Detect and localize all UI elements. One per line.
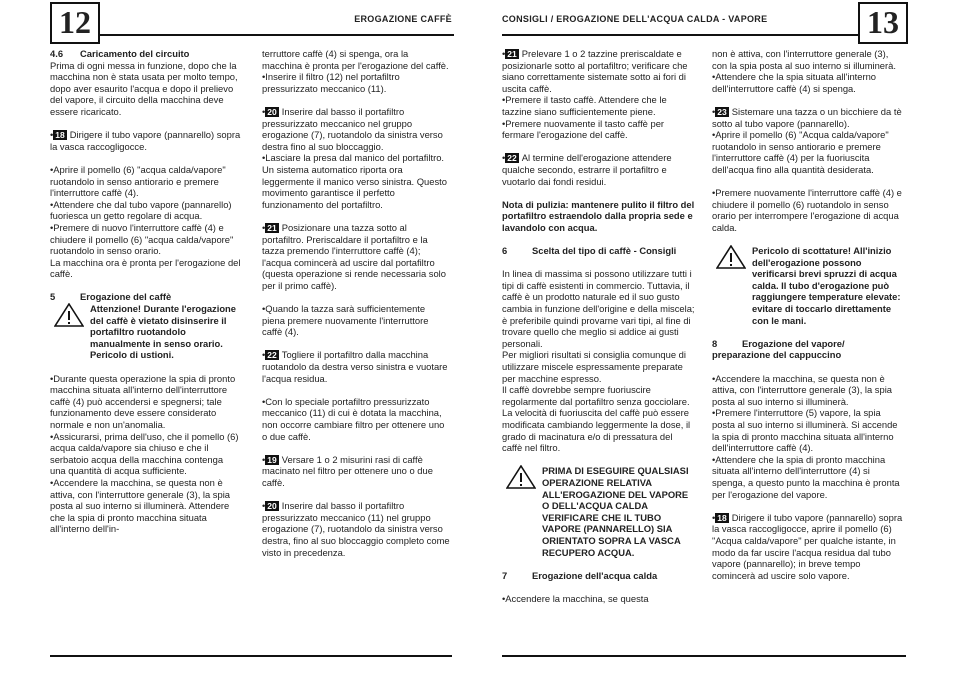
paragraph: •Attendere che dal tubo vapore (pannarello) fuoriesca un getto regolare di acqua. (50, 198, 232, 222)
section-number: 7 (502, 569, 508, 581)
paragraph: In linea di massima si possono utilizzare tutti i tipi di caffè esistenti in commercio. Tuttavia, il caffè è un prodotto naturale ed il suo gusto cambia in funzione dell'origine e della miscela; è preferibile quindi provarne vari tipi, al fine di trovare quello che meglio si addice ai gusti personali. (502, 268, 695, 349)
section-title: Erogazione del vapore/ preparazione del cappuccino (712, 337, 845, 361)
section-heading (50, 48, 241, 60)
left-column-2 (262, 48, 450, 558)
paragraph-text: Dirigere il tubo vapore (pannarello) sopra la vasca raccogligocce, aprire il pomello (6) "Acqua calda/vapore" per qualche istante, in modo da far uscire l'acqua residua dal tubo vapore (pannarello); in breve tempo comincerà ad uscire solo vapore. (712, 511, 903, 581)
warning-triangle-icon (54, 303, 84, 330)
figure-number-badge: 20 (267, 106, 277, 117)
figure-number-badge: 21 (507, 49, 517, 59)
paragraph: •Premere il tasto caffè. Attendere che le tazzine siano sufficientemente piene. (502, 94, 667, 117)
spacer (502, 187, 695, 199)
paragraph: •Con lo speciale portafiltro pressurizzato meccanico (11) di cui è dotata la macchina, non occorre cambiare filtro per ottenere uno o due caffè. (262, 395, 445, 442)
paragraph-text: Al termine dell'erogazione attendere qualche secondo, estrarre il portafiltro e vuotarlo dai fondi residui. (502, 152, 672, 187)
figure-step-paragraph: • 20 Inserire dal basso il portafiltro pressurizzato meccanico nel gruppo erogazione (7), ruotandolo da sinistra verso destra fino al suo bloccaggio. (262, 105, 443, 152)
paragraph: •Assicurarsi, prima dell'uso, che il pomello (6) acqua calda/vapore sia chiuso e che il serbatoio acqua della macchina contenga una quantità di acqua sufficiente. (50, 430, 239, 477)
figure-step-paragraph: • 21 Posizionare una tazza sotto al portafiltro. Preriscaldare il portafiltro e la tazza premendo l'interruttore caffè (4); l'acqua comincerà ad uscire dal portafiltro (questa operazione si rende necessaria solo per il primo caffè). (262, 221, 446, 291)
figure-step-paragraph: • 18 Dirigere il tubo vapore (pannarello) sopra la vasca raccogligocce. (50, 129, 241, 152)
footer-rule-right (502, 655, 906, 657)
section-heading (502, 245, 695, 257)
header-rule-right (502, 34, 858, 36)
warning-triangle-icon (506, 465, 536, 492)
paragraph: •Premere l'interruttore (5) vapore, la spia posta al suo interno si illuminerà. Si accende la spia di pronto macchina situata all'interno dell'interruttore caffè (4). (712, 407, 898, 454)
spacer (712, 326, 905, 338)
paragraph-text: Versare 1 o 2 misurini rasi di caffè macinato nel filtro per ottenere uno o due caffè. (262, 453, 433, 488)
warning-text: Pericolo di scottature! All'inizio dell'erogazione possono verificarsi brevi spruzzi di acqua calda. Il tubo d'erogazione può raggiungere temperature elevate: evitare di toccarlo direttamente con le mani. (752, 245, 901, 326)
paragraph: •Premere nuovamente l'interruttore caffè (4) e chiudere il pomello (6) ruotandolo in senso orario per interrompere l'erogazione di acqua calda. (712, 187, 902, 233)
header-title-right: CONSIGLI / EROGAZIONE DELL'ACQUA CALDA - VAPORE (502, 14, 768, 24)
spacer (502, 141, 695, 153)
paragraph: Per migliori risultati si consiglia comunque di utilizzare miscele espressamente preparate per macchine espresso. (502, 349, 686, 384)
spacer (262, 384, 450, 396)
spacer (712, 500, 905, 512)
figure-number-badge: 18 (55, 130, 65, 141)
note-paragraph: Nota di pulizia: mantenere pulito il filtro del portafiltro estraendolo dalla propria sede e lavandolo con acqua. (502, 198, 695, 233)
right-column-2 (712, 48, 905, 581)
spacer (712, 361, 905, 373)
warning-triangle-icon (716, 245, 746, 272)
paragraph: •Premere di nuovo l'interruttore caffè (4) e chiudere il pomello (6) "acqua calda/vapore" ruotandolo in senso orario. (50, 221, 234, 257)
figure-step-paragraph: • 21 Prelevare 1 o 2 tazzine preriscaldate e posizionarle sotto al portafiltro; verificare che siano correttamente sistemate sotto ai fori di uscita caffè. (502, 48, 688, 94)
header-title-left: EROGAZIONE CAFFÈ (354, 14, 452, 24)
header-rule-left (98, 34, 454, 36)
spacer (262, 291, 450, 303)
paragraph: La macchina ora è pronta per l'erogazione del caffè. (50, 256, 241, 280)
spacer (50, 361, 241, 373)
section-title: Erogazione dell'acqua calda (532, 569, 658, 581)
paragraph: •Durante questa operazione la spia di pronto macchina situata all'interno dell'interruttore caffè (4) può accendersi e spegnersi; tale funzionamento deve essere considerato normale e non un'anomalia. (50, 372, 236, 430)
figure-step-paragraph: • 23 Sistemare una tazza o un bicchiere da tè sotto al tubo vapore (pannarello). (712, 105, 902, 129)
figure-step-paragraph: • 22 Al termine dell'erogazione attendere qualche secondo, estrarre il portafiltro e vuotarlo dai fondi residui. (502, 152, 672, 187)
spacer (712, 234, 905, 246)
paragraph-text: Posizionare una tazza sotto al portafiltro. Preriscaldare il portafiltro e la tazza premendo l'interruttore caffè (4); l'acqua comincerà ad uscire dal portafiltro (questa operazione si rende necessaria solo per il primo caffè). (262, 221, 446, 291)
spacer (712, 176, 905, 188)
spacer (50, 118, 241, 130)
section-heading (50, 291, 241, 303)
figure-number-badge: 19 (267, 454, 277, 465)
paragraph-text: Dirigere il tubo vapore (pannarello) sopra la vasca raccogligocce. (50, 129, 241, 152)
section-number: 5 (50, 291, 56, 303)
paragraph: •Quando la tazza sarà sufficientemente piena premere nuovamente l'interruttore caffè (4). (262, 303, 429, 338)
spacer (262, 338, 450, 350)
paragraph-text: Togliere il portafiltro dalla macchina ruotandolo da destra verso sinistra e vuotare l'acqua residua. (262, 349, 448, 384)
section-title: Caricamento del circuito (80, 48, 190, 59)
spacer (262, 489, 450, 501)
paragraph: non è attiva, con l'interruttore generale (3), con la spia posta al suo interno si illuminerà. (712, 48, 896, 71)
spacer (262, 94, 450, 106)
paragraph: •Accendere la macchina, se questa non è attiva, con l'interruttore generale (3), la spia posta al suo interno si illuminerà. Attendere che la spia di pronto macchina situata all'interno dell'in- (50, 476, 231, 535)
figure-number-badge: 22 (507, 153, 517, 164)
paragraph: •Accendere la macchina, se questa non è attiva, con l'interruttore generale (3), la spia posta al suo interno si illuminerà. (712, 372, 893, 407)
paragraph: •Premere nuovamente il tasto caffè per fermare l'erogazione del caffè. (502, 117, 665, 141)
section-heading (502, 570, 695, 582)
paragraph: •Accendere la macchina, se questa (502, 592, 649, 604)
spacer (262, 442, 450, 454)
warning-text: Attenzione! Durante l'erogazione del caffè è vietato disinserire il portafiltro ruotandolo manualmente in senso orario. Pericolo di ustioni. (90, 303, 236, 361)
warning-block (50, 303, 241, 361)
right-column-1 (502, 48, 695, 605)
section-number: 8 (712, 337, 718, 349)
figure-step-paragraph: • 20 Inserire dal basso il portafiltro pressurizzato meccanico (11) nel gruppo erogazione (7), ruotandolo da sinistra verso destra, fino al suo bloccaggio completo come visto in precedenza. (262, 500, 450, 558)
section-title: Erogazione del caffè (80, 291, 172, 303)
paragraph: •Aprire il pomello (6) "acqua calda/vapore" ruotandolo in senso antiorario e premere l'interruttore caffè (4). (50, 163, 226, 199)
spacer (502, 454, 695, 466)
paragraph: •Attendere che la spia di pronto macchina situata all'interno dell'interruttore (4) si spenga, a questo punto la macchina è pronta per l'erogazione del vapore. (712, 453, 900, 500)
section-number: 6 (502, 245, 508, 257)
spacer (502, 581, 695, 593)
paragraph: Prima di ogni messa in funzione, dopo che la macchina non è stata usata per molto tempo, dopo aver esaurito l'acqua e dopo il prelievo del vapore, il circuito della macchina deve essere ricaricato. (50, 59, 238, 117)
spacer (50, 152, 241, 164)
page-number-left: 12 (50, 2, 100, 44)
figure-number-badge: 18 (717, 512, 727, 523)
paragraph: •Aprire il pomello (6) "Acqua calda/vapore" ruotandolo in senso antiorario e premere l'interruttore caffè (4) per la fuoriuscita dell'acqua fino alla quantità desiderata. (712, 129, 889, 175)
paragraph-text: Inserire dal basso il portafiltro pressurizzato meccanico nel gruppo erogazione (7), ruotandolo da sinistra verso destra fino al suo bloccaggio. (262, 105, 443, 152)
spacer (50, 280, 241, 292)
figure-number-badge: 20 (267, 501, 277, 512)
figure-number-badge: 23 (717, 106, 727, 117)
paragraph: Il caffè dovrebbe sempre fuoriuscire regolarmente dal portafiltro senza gocciolare. La velocità di fuoriuscita del caffè può essere modificata cambiando leggermente la dose, il grado di macinatura e/o di pressatura del caffè nel filtro. (502, 384, 691, 454)
warning-text: PRIMA DI ESEGUIRE QUALSIASI OPERAZIONE RELATIVA ALL'EROGAZIONE DEL VAPORE O DELL'ACQUA CALDA VERIFICARE CHE IL TUBO VAPORE (PANNARELLO) SIA ORIENTATO SOPRA LA VASCA RECUPERO ACQUA. (542, 465, 689, 558)
figure-number-badge: 22 (267, 350, 277, 361)
footer-rule-left (50, 655, 452, 657)
section-number: 4.6 (50, 48, 64, 59)
figure-step-paragraph: • 19 Versare 1 o 2 misurini rasi di caffè macinato nel filtro per ottenere uno o due caffè. (262, 453, 433, 488)
warning-block (502, 465, 695, 558)
warning-block (712, 245, 905, 326)
figure-step-paragraph: • 18 Dirigere il tubo vapore (pannarello) sopra la vasca raccogligocce, aprire il pomello (6) "Acqua calda/vapore" per qualche istante, in modo da far uscire l'acqua residua dal tubo vapore (pannarello); in breve tempo comincerà ad uscire solo vapore. (712, 511, 903, 581)
paragraph-text: Sistemare una tazza o un bicchiere da tè sotto al tubo vapore (pannarello). (712, 105, 902, 129)
spacer (262, 210, 450, 222)
section-heading (712, 338, 905, 361)
figure-number-badge: 21 (267, 222, 277, 233)
spacer (502, 234, 695, 246)
left-column-1 (50, 48, 241, 535)
paragraph: •Attendere che la spia situata all'interno dell'interruttore caffè (4) si spenga. (712, 71, 877, 94)
spacer (502, 257, 695, 269)
section-title: Scelta del tipo di caffè - Consigli (532, 245, 677, 257)
paragraph-text: Inserire dal basso il portafiltro pressurizzato meccanico (11) nel gruppo erogazione (7), ruotandolo da sinistra verso destra, fino al suo bloccaggio completo come visto in precedenza. (262, 500, 450, 558)
page-number-right: 13 (858, 2, 908, 44)
paragraph: •Lasciare la presa dal manico del portafiltro. Un sistema automatico riporta ora leggermente il manico verso sinistra. Questo movimento garantisce il perfetto funzionamento del portafiltro. (262, 152, 447, 210)
paragraph: •Inserire il filtro (12) nel portafiltro pressurizzato meccanico (11). (262, 71, 400, 94)
spacer (712, 94, 905, 106)
paragraph-text: Prelevare 1 o 2 tazzine preriscaldate e posizionarle sotto al portafiltro; verificare che siano correttamente sistemate sotto ai fori di uscita caffè. (502, 48, 688, 94)
paragraph: terruttore caffè (4) si spenga, ora la macchina è pronta per l'erogazione del caffè. (262, 48, 449, 71)
spacer (502, 558, 695, 570)
figure-step-paragraph: • 22 Togliere il portafiltro dalla macchina ruotandolo da destra verso sinistra e vuotare l'acqua residua. (262, 349, 448, 384)
